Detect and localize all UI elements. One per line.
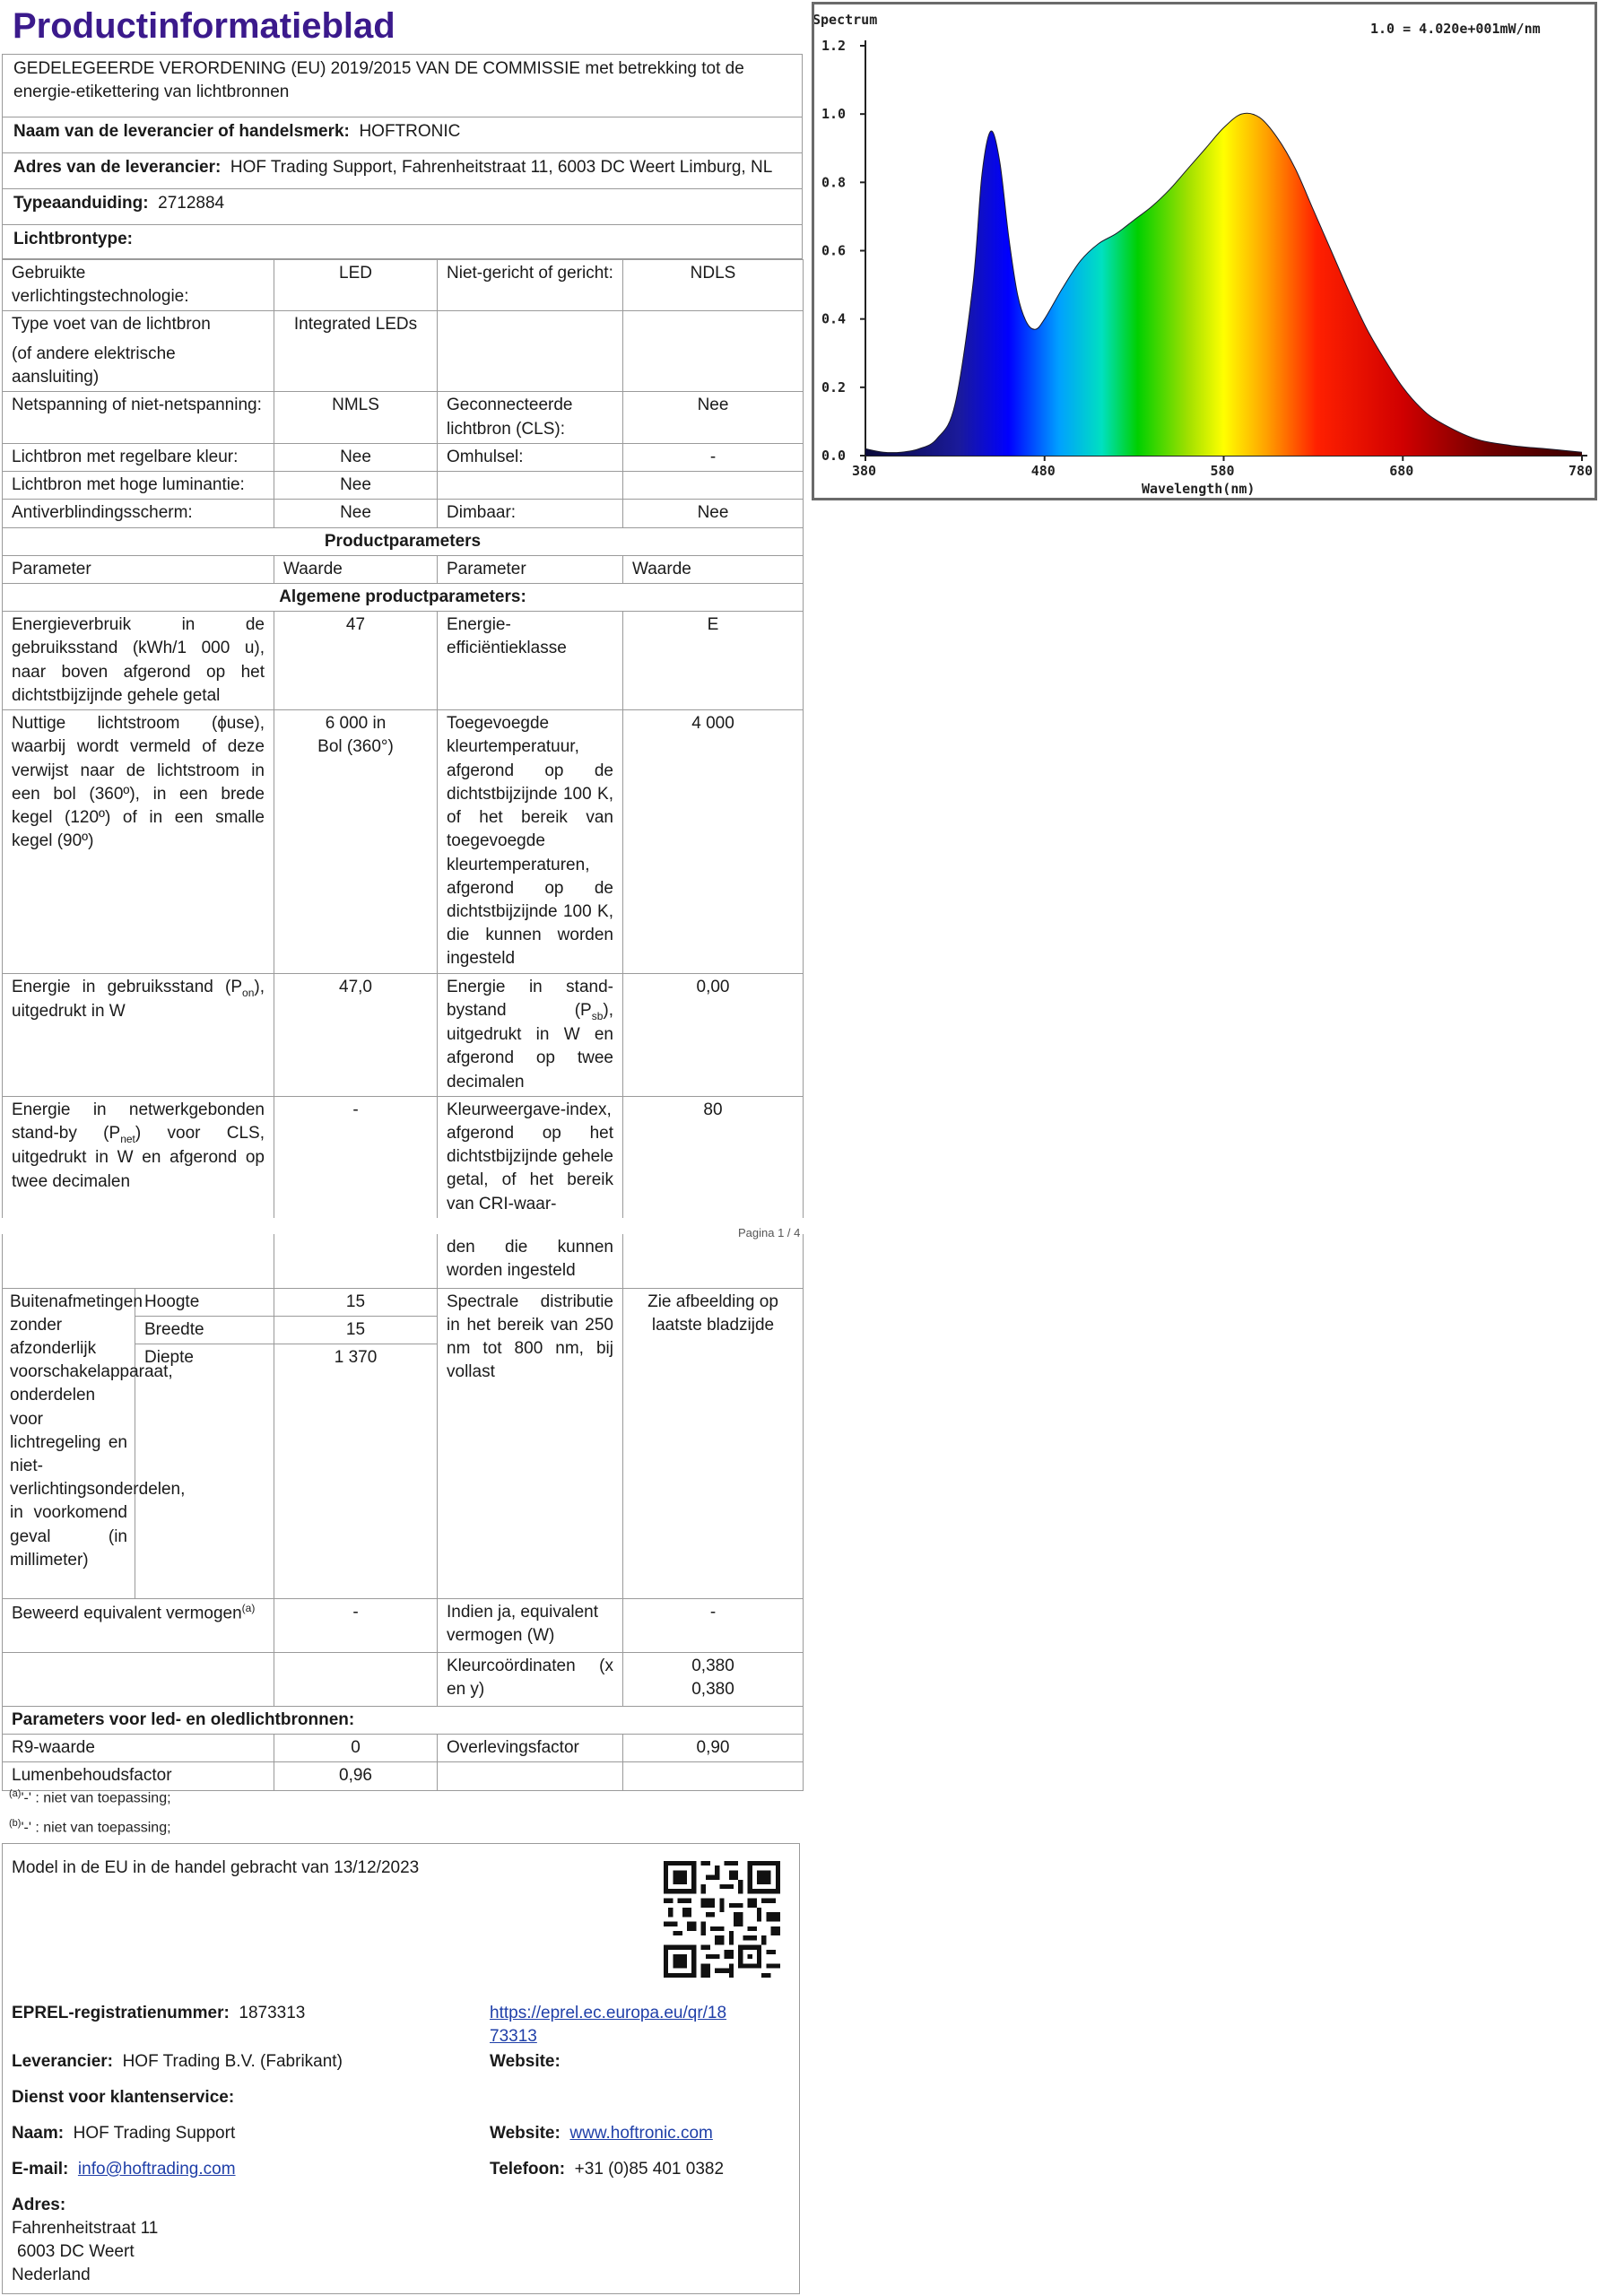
table-row (3, 1652, 804, 1706)
energy-use-value: 47 (274, 612, 438, 710)
colour-tunable-value: Nee (274, 443, 438, 471)
y-tick-label: 1.0 (821, 106, 847, 123)
cct-value: 4 000 (623, 710, 804, 973)
empty-cell (623, 1762, 804, 1790)
footnote-b (9, 1817, 171, 1838)
y-tick-label: 0.2 (821, 378, 847, 396)
lumen-maint-value: 0,96 (274, 1762, 438, 1790)
x-tick-label: 780 (1569, 463, 1594, 479)
supplier-value: HOF Trading B.V. (Fabrikant) (122, 2052, 343, 2071)
supplier-info-box (2, 54, 803, 259)
y-tick-label: 1.2 (821, 38, 847, 54)
table-row (3, 973, 804, 1096)
eprel-label: EPREL-registratienummer: (12, 2004, 230, 2022)
psb-label-b: ), uitgedrukt in W en afgerond op twee decimalen (447, 1000, 613, 1091)
qr-code-icon[interactable] (664, 1861, 780, 1978)
spectrum-svg (814, 4, 1595, 498)
phone-label: Telefoon: (490, 2160, 566, 2179)
pon-label-a: Energie in gebruiksstand (P (12, 977, 243, 996)
table-row (3, 1706, 804, 1734)
cct-label: Toegevoegde kleurtemperatuur, afgerond op de dichtstbijzijnde 100 K, of het bereik van toegevoegde kleurtemperaturen, afgerond op de dichtstbijzijnde 100 K, die kunnen worden ingesteld (438, 710, 623, 973)
if-yes-label: Indien ja, equivalent vermogen (W) (438, 1598, 623, 1652)
general-params-header: Algemene productparameters: (3, 583, 804, 611)
claimed-power-text: Beweerd equivalent vermogen (12, 1604, 242, 1623)
footnote-b-text: '-' : niet van toepassing; (21, 1820, 171, 1836)
empty-cell (623, 472, 804, 500)
psb-value: 0,00 (623, 973, 804, 1096)
table-row (3, 527, 804, 555)
chart-annotation: 1.0 = 4.020e+001mW/nm (1370, 21, 1541, 37)
empty-cell (438, 311, 623, 392)
website2-label: Website: (490, 2124, 561, 2143)
survival-label: Overlevingsfactor (438, 1735, 623, 1762)
name-row (12, 2122, 235, 2145)
depth-value: 1 370 (274, 1344, 438, 1598)
table-row (3, 583, 804, 611)
supplier-name-row (3, 117, 802, 152)
mains-value: NMLS (274, 392, 438, 443)
light-source-type-label: Lichtbrontype: (13, 230, 133, 248)
pnet-label-b: ) voor CLS, uitgedrukt in W en afgerond op twee decimalen (12, 1124, 265, 1191)
name-label: Naam: (12, 2124, 65, 2143)
supplier-label: Leverancier: (12, 2052, 114, 2071)
pnet-sub: net (120, 1132, 135, 1145)
empty-cell (623, 311, 804, 392)
dimmable-value: Nee (623, 500, 804, 527)
pon-label-b: ), uitgedrukt in W (12, 977, 265, 1021)
r9-label: R9-waarde (3, 1735, 274, 1762)
supplier-name-value: HOFTRONIC (359, 122, 461, 141)
footnote-b-sup: (b) (9, 1818, 22, 1829)
address-line1: Fahrenheitstraat 11 (12, 2219, 159, 2238)
width-label: Breedte (135, 1316, 274, 1344)
address-line2: 6003 DC Weert (17, 2242, 135, 2261)
envelope-value: - (623, 443, 804, 471)
supplier-row (12, 2050, 343, 2074)
website2-row (490, 2122, 713, 2145)
table-row (3, 710, 804, 973)
table-row (3, 1598, 804, 1652)
if-yes-value: - (623, 1598, 804, 1652)
col-parameter: Parameter (3, 555, 274, 583)
dimensions-label: Buitenafmetingen zonder afzonderlijk voorschakelapparaat, onderdelen voor lichtregeling en niet-verlichtingsonderdelen, in voorkomend geval (in millimeter) (3, 1288, 135, 1598)
eprel-number: 1873313 (239, 2004, 306, 2022)
footnote-a-sup: (a) (9, 1788, 22, 1799)
footnote-a-text: '-' : niet van toepassing; (21, 1790, 171, 1806)
table-row (3, 612, 804, 710)
survival-value: 0,90 (623, 1735, 804, 1762)
tech-label: Gebruikte verlichtingstechnologie: (3, 260, 274, 311)
empty-cell (438, 472, 623, 500)
table-row (3, 311, 804, 392)
pnet-label (3, 1096, 274, 1218)
light-source-type-row (3, 224, 802, 259)
tech-value: LED (274, 260, 438, 311)
page-title: Productinformatieblad (13, 6, 395, 46)
footnote-a (9, 1787, 171, 1808)
col-parameter: Parameter (438, 555, 623, 583)
eprel-link-part1[interactable]: https://eprel.ec.europa.eu/qr/18 (490, 2004, 727, 2022)
address-label: Adres: (12, 2196, 66, 2214)
regulation-text: GEDELEGEERDE VERORDENING (EU) 2019/2015 VAN DE COMMISSIE met betrekking tot de energie-etikettering van lichtbronnen (13, 59, 744, 102)
cri-label-cont: den die kunnen worden ingesteld (438, 1234, 623, 1288)
eprel-footer (2, 1843, 800, 2294)
website-link[interactable]: www.hoftronic.com (569, 2124, 713, 2143)
pon-value: 47,0 (274, 973, 438, 1096)
x-tick-label: 380 (852, 463, 877, 479)
flux-label: Nuttige lichtstroom (ɸuse), waarbij wordt vermeld of deze verwijst naar de lichtstroom in een bol (360º), in een brede kegel (120º) of in een smalle kegel (90º) (3, 710, 274, 973)
address-line3: Nederland (12, 2266, 91, 2284)
type-value: 2712884 (158, 194, 225, 213)
phone-row (490, 2158, 724, 2181)
cap-label-cell (3, 311, 274, 392)
efficiency-class-value: E (623, 612, 804, 710)
empty-cell (274, 1234, 438, 1288)
table-row (3, 1288, 804, 1316)
cap-value: Integrated LEDs (274, 311, 438, 392)
high-lum-value: Nee (274, 472, 438, 500)
claimed-power-label (3, 1598, 274, 1652)
table-row (3, 1096, 804, 1218)
table-row (3, 260, 804, 311)
mains-label: Netspanning of niet-netspanning: (3, 392, 274, 443)
cap-label-note: (of andere elektrische aansluiting) (12, 344, 176, 387)
claimed-power-sup: (a) (241, 1601, 256, 1614)
cap-label: Type voet van de lichtbron (12, 315, 211, 335)
model-text: Model in de EU in de handel gebracht van 13/12/2023 (12, 1858, 420, 1877)
colour-tunable-label: Lichtbron met regelbare kleur: (3, 443, 274, 471)
y-tick-label: 0.6 (821, 242, 847, 259)
eprel-link-part2[interactable]: 73313 (490, 2027, 537, 2047)
r9-value: 0 (274, 1735, 438, 1762)
type-label: Typeaanduiding: (13, 194, 149, 213)
y-tick-label: 0.8 (821, 174, 847, 191)
lumen-maint-label: Lumenbehoudsfactor (3, 1762, 274, 1790)
email-link[interactable]: info@hoftrading.com (77, 2160, 236, 2179)
y-tick-label: 0.4 (821, 310, 847, 327)
psb-label-a: Energie in stand-bystand (P (447, 977, 613, 1020)
table-row (3, 443, 804, 471)
high-lum-label: Lichtbron met hoge luminantie: (3, 472, 274, 500)
glare-label: Antiverblindingsscherm: (3, 500, 274, 527)
supplier-address-label: Adres van de leverancier: (13, 158, 222, 177)
chromaticity-label: Kleurcoördinaten (x en y) (438, 1652, 623, 1706)
chromaticity-y: 0,380 (691, 1680, 734, 1700)
eprel-link[interactable] (490, 2002, 726, 2048)
service-label: Dienst voor klantenservice: (12, 2088, 235, 2107)
cri-label: Kleurweergave-index, afgerond op het dichtstbijzijnde gehele getal, of het bereik van CRI-waar- (438, 1096, 623, 1218)
cri-value: 80 (623, 1096, 804, 1218)
efficiency-class-label: Energie-efficiëntieklasse (438, 612, 623, 710)
name-value: HOF Trading Support (73, 2124, 236, 2143)
empty-cell (274, 1652, 438, 1706)
pnet-label-a: Energie in netwerkgebonden stand-by (P (12, 1100, 265, 1144)
flux-value-zone: Bol (360°) (317, 737, 394, 757)
width-value: 15 (274, 1316, 438, 1344)
empty-cell (3, 1652, 274, 1706)
x-axis-label: Wavelength(nm) (1142, 481, 1256, 497)
col-value: Waarde (623, 555, 804, 583)
empty-cell (3, 1234, 274, 1288)
chart-title: Spectrum (814, 12, 878, 28)
x-tick-label: 480 (1030, 463, 1056, 479)
phone-value: +31 (0)85 401 0382 (574, 2160, 725, 2179)
pnet-value: - (274, 1096, 438, 1218)
supplier-address-row (3, 152, 802, 188)
product-table-part2 (2, 1234, 804, 1791)
y-tick-label: 0.0 (821, 448, 847, 464)
email-row (12, 2158, 236, 2181)
energy-use-label: Energieverbruik in de gebruiksstand (kWh/1 000 u), naar boven afgerond op het dichtstbijzijnde gehele getal (3, 612, 274, 710)
psb-label (438, 973, 623, 1096)
table-row (3, 1234, 804, 1288)
chromaticity-x: 0,380 (691, 1656, 734, 1675)
col-value: Waarde (274, 555, 438, 583)
table-row (3, 500, 804, 527)
page-number: Pagina 1 / 4 (738, 1226, 801, 1239)
table-row (3, 555, 804, 583)
nondir-label: Niet-gericht of gericht: (438, 260, 623, 311)
pon-sub: on (242, 986, 255, 999)
table-row (3, 1735, 804, 1762)
type-row (3, 188, 802, 224)
regulation-row (3, 54, 802, 117)
table-row (3, 392, 804, 443)
spectral-label: Spectrale distributie in het bereik van 250 nm tot 800 nm, bij vollast (438, 1288, 623, 1598)
spectrum-chart (812, 2, 1597, 500)
claimed-power-value: - (274, 1598, 438, 1652)
height-label: Hoogte (135, 1288, 274, 1316)
led-params-header: Parameters voor led- en oledlichtbronnen: (3, 1706, 804, 1734)
website-label: Website: (490, 2052, 561, 2071)
cls-value: Nee (623, 392, 804, 443)
depth-label: Diepte (135, 1344, 274, 1598)
spectral-value: Zie afbeelding op laatste bladzijde (623, 1288, 804, 1598)
cls-label: Geconnecteerde lichtbron (CLS): (438, 392, 623, 443)
empty-cell (623, 1234, 804, 1288)
x-tick-label: 580 (1210, 463, 1235, 479)
eprel-row (12, 2002, 305, 2025)
table-row (3, 1762, 804, 1790)
empty-cell (438, 1762, 623, 1790)
dimmable-label: Dimbaar: (438, 500, 623, 527)
product-params-header: Productparameters (3, 527, 804, 555)
x-tick-label: 680 (1389, 463, 1414, 479)
flux-value-cell (274, 710, 438, 973)
product-table-part1 (2, 259, 804, 1218)
table-row (3, 472, 804, 500)
supplier-address-value: HOF Trading Support, Fahrenheitstraat 11, 6003 DC Weert Limburg, NL (230, 158, 773, 177)
psb-sub: sb (591, 1009, 604, 1022)
nondir-value: NDLS (623, 260, 804, 311)
chromaticity-value (623, 1652, 804, 1706)
envelope-label: Omhulsel: (438, 443, 623, 471)
supplier-name-label: Naam van de leverancier of handelsmerk: (13, 122, 350, 141)
height-value: 15 (274, 1288, 438, 1316)
email-label: E-mail: (12, 2160, 69, 2179)
pon-label (3, 973, 274, 1096)
glare-value: Nee (274, 500, 438, 527)
flux-value: 6 000 in (325, 714, 387, 734)
